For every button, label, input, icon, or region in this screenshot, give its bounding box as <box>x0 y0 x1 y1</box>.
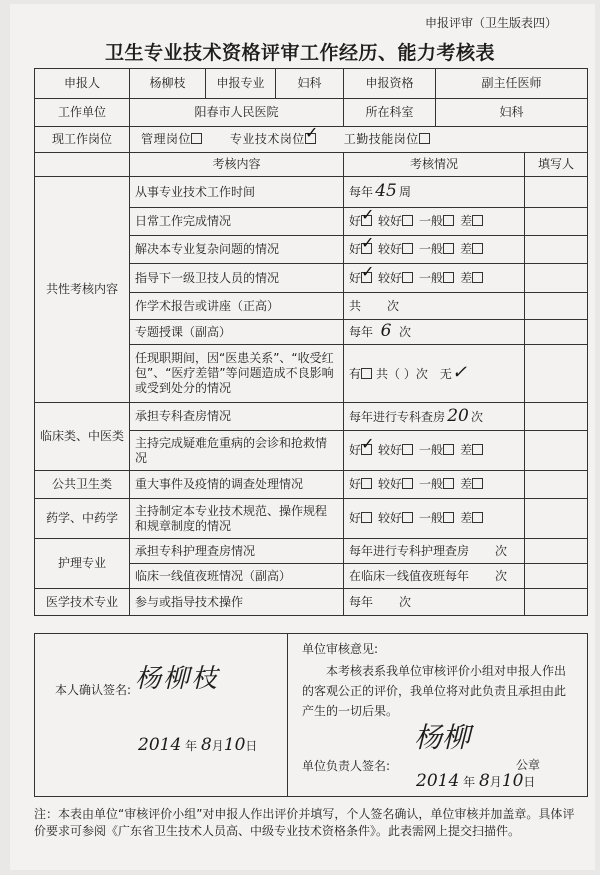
qualification-value[interactable]: 副主任医师 <box>436 69 588 99</box>
grade-normal-checkbox[interactable] <box>443 215 454 226</box>
filler-cell[interactable] <box>525 403 588 431</box>
post-options <box>130 127 588 153</box>
grade-better-checkbox[interactable] <box>402 478 413 489</box>
self-confirm-cell <box>35 634 288 797</box>
grade-better-label: 较好 <box>378 511 403 525</box>
grade-good-label: 好 <box>349 270 362 285</box>
assessment-item: 参与或指导技术操作 <box>130 589 344 616</box>
filler-cell[interactable] <box>525 345 588 403</box>
assessment-item: 临床一线值夜班情况（副高） <box>130 564 344 589</box>
filler-cell[interactable] <box>525 236 588 264</box>
assessment-status[interactable] <box>344 589 525 616</box>
grade-normal-label: 一般 <box>419 242 444 256</box>
grade-poor-checkbox[interactable] <box>472 215 483 226</box>
status-suffix: 周 <box>399 185 412 199</box>
grade-poor-checkbox[interactable] <box>472 243 483 254</box>
handwritten-count[interactable]: 20 <box>447 405 469 426</box>
assessment-row <box>35 499 588 539</box>
filler-cell[interactable] <box>525 264 588 293</box>
page-title: 卫生专业技术资格评审工作经历、能力考核表 <box>104 42 495 64</box>
handwritten-count[interactable]: 45 <box>375 181 397 201</box>
qualification-label: 申报资格 <box>344 69 436 99</box>
grade-poor-label: 差 <box>460 242 473 256</box>
group-label: 公共卫生类 <box>35 471 130 499</box>
assessment-row <box>35 177 588 208</box>
self-signature[interactable]: 杨柳枝 <box>135 664 220 694</box>
grade-normal-checkbox[interactable] <box>443 444 454 455</box>
filler-cell[interactable] <box>525 499 588 539</box>
status-prefix: 每年 <box>349 185 374 199</box>
signoff-table <box>34 633 588 797</box>
status-suffix: 次 <box>399 594 412 609</box>
post-option-technical[interactable]: 专业技术岗位✓ <box>230 132 318 146</box>
filler-cell[interactable] <box>525 564 588 589</box>
grade-good-checkbox[interactable] <box>361 512 372 523</box>
grade-better-checkbox[interactable] <box>402 215 413 226</box>
assessment-table <box>34 68 588 616</box>
assessment-item: 主持制定本专业技术规范、操作规程和规章制度的情况 <box>130 499 344 539</box>
self-date[interactable]: 2014 年 8月10日 <box>138 735 258 755</box>
specialty-value[interactable]: 妇科 <box>276 69 344 99</box>
assessment-item: 任现职期间，因“医患关系”、“收受红包”、“医疗差错”等问题造成不良影响或受到处分的情况 <box>130 345 344 403</box>
dept-value[interactable]: 妇科 <box>436 99 588 127</box>
grade-good-checkbox[interactable] <box>361 215 372 226</box>
group-label: 药学、中药学 <box>35 499 130 539</box>
assessment-status[interactable] <box>344 539 525 564</box>
grade-poor-label: 差 <box>460 214 473 228</box>
checkbox-yes[interactable] <box>361 368 372 379</box>
grade-poor-label: 差 <box>460 511 473 525</box>
incident-no: 无 <box>439 367 452 381</box>
status-prefix: 每年进行专科护理查房 <box>349 543 470 558</box>
grade-poor-label: 差 <box>460 477 473 491</box>
status-suffix: 次 <box>387 298 400 313</box>
grade-better-label: 较好 <box>378 214 403 228</box>
filler-cell[interactable] <box>525 177 588 208</box>
assessment-item: 日常工作完成情况 <box>130 208 344 236</box>
grade-normal-label: 一般 <box>419 443 444 457</box>
checkbox-technical[interactable] <box>305 133 316 144</box>
form-tag: 申报评审（卫生版表四） <box>425 16 558 30</box>
grade-better-label: 较好 <box>378 477 403 491</box>
assessment-item: 从事专业技术工作时间 <box>130 177 344 208</box>
grade-good-label: 好 <box>349 443 362 457</box>
grade-poor-checkbox[interactable] <box>472 478 483 489</box>
filler-cell[interactable] <box>525 471 588 499</box>
grade-better-checkbox[interactable] <box>402 243 413 254</box>
grade-poor-label: 差 <box>460 443 473 457</box>
post-label: 现工作岗位 <box>35 127 130 153</box>
grade-poor-checkbox[interactable] <box>472 272 483 283</box>
group-label: 医学技术专业 <box>35 589 130 616</box>
status-suffix: 次 <box>471 409 484 424</box>
status-prefix: 在临床一线值夜班每年 <box>349 568 470 583</box>
post-option-management[interactable]: 管理岗位 <box>141 132 204 146</box>
status-prefix: 每年 <box>349 594 374 609</box>
seal-label: 公章 <box>516 758 541 772</box>
assessment-status[interactable] <box>344 208 525 236</box>
status-prefix: 共 <box>349 298 362 313</box>
assessment-status[interactable] <box>344 177 525 208</box>
grade-poor-label: 差 <box>460 270 473 285</box>
grade-normal-checkbox[interactable] <box>443 512 454 523</box>
assessment-status[interactable] <box>344 471 525 499</box>
grade-good-checkbox[interactable] <box>361 272 372 283</box>
unit-signature[interactable]: 杨柳 <box>414 721 471 754</box>
assessment-status[interactable] <box>344 499 525 539</box>
grade-better-checkbox[interactable] <box>402 272 413 283</box>
assessment-item: 重大事件及疫情的调查处理情况 <box>130 471 344 499</box>
assessment-status[interactable] <box>344 293 525 320</box>
unit-sign-label: 单位负责人签名: <box>302 759 391 773</box>
filler-cell[interactable] <box>525 208 588 236</box>
assessment-item: 指导下一级卫技人员的情况 <box>130 264 344 293</box>
assessment-status[interactable] <box>344 345 525 403</box>
name-label: 申报人 <box>35 69 130 99</box>
header-status: 考核情况 <box>344 153 525 177</box>
assessment-status[interactable] <box>344 403 525 431</box>
grade-normal-label: 一般 <box>419 477 444 491</box>
assessment-status[interactable] <box>344 564 525 589</box>
grade-better-label: 较好 <box>378 443 403 457</box>
group-label: 共性考核内容 <box>35 177 130 403</box>
status-prefix: 每年 <box>349 325 374 339</box>
employer-value[interactable]: 阳春市人民医院 <box>130 99 344 127</box>
status-suffix: 次 <box>495 568 508 583</box>
header-filler: 填写人 <box>525 153 588 177</box>
filler-cell[interactable] <box>525 431 588 471</box>
post-option-service[interactable]: 工勤技能岗位 <box>344 132 432 146</box>
grade-good-checkbox[interactable] <box>361 243 372 254</box>
group-label: 护理专业 <box>35 539 130 589</box>
header-blank <box>35 153 130 177</box>
grade-better-checkbox[interactable] <box>402 512 413 523</box>
self-sign-label: 本人确认签名: <box>55 683 132 697</box>
dept-label: 所在科室 <box>344 99 436 127</box>
grade-good-label: 好 <box>349 477 362 491</box>
filler-cell[interactable] <box>525 320 588 345</box>
unit-date[interactable]: 2014 年 8月10日 <box>416 771 536 791</box>
grade-better-label: 较好 <box>378 242 403 256</box>
grade-normal-checkbox[interactable] <box>443 478 454 489</box>
grade-normal-label: 一般 <box>419 270 444 285</box>
filler-cell[interactable] <box>525 293 588 320</box>
specialty-label: 申报专业 <box>206 69 276 99</box>
status-suffix: 次 <box>495 543 508 558</box>
incident-yes: 有 <box>349 367 362 381</box>
unit-review-text: 本考核表系我单位审核评价小组对申报人作出的客观公正的评价，我单位将对此负责且承担由此产生的一切后果。 <box>302 664 567 718</box>
unit-review-title: 单位审核意见: <box>302 642 379 656</box>
assessment-item: 作学术报告或讲座（正高） <box>130 293 344 320</box>
assessment-status[interactable] <box>344 320 525 345</box>
grade-poor-checkbox[interactable] <box>472 512 483 523</box>
assessment-row <box>35 471 588 499</box>
name-value[interactable]: 杨柳枝 <box>130 69 206 99</box>
incident-no-mark[interactable]: ✓ <box>451 362 467 383</box>
employer-label: 工作单位 <box>35 99 130 127</box>
filler-cell[interactable] <box>525 589 588 616</box>
checkbox-management[interactable] <box>191 133 202 144</box>
assessment-status[interactable] <box>344 236 525 264</box>
assessment-row <box>35 589 588 616</box>
grade-good-checkbox[interactable] <box>361 478 372 489</box>
unit-review-cell <box>288 634 588 797</box>
assessment-status[interactable] <box>344 264 525 293</box>
incident-total: 共（ ）次 <box>376 367 428 381</box>
grade-better-checkbox[interactable] <box>402 444 413 455</box>
grade-normal-label: 一般 <box>419 511 444 525</box>
footnote: 注：本表由单位“审核评价小组”对申报人作出评价并填写，个人签名确认，单位审核并加盖章。具体评价要求可参阅《广东省卫生技术人员高、中级专业技术资格条件》。此表需网上提交扫描件。 <box>34 807 575 838</box>
assessment-status[interactable] <box>344 431 525 471</box>
handwritten-count[interactable]: 6 <box>380 321 392 341</box>
grade-good-label: 好 <box>349 242 362 256</box>
assessment-item: 专题授课（副高） <box>130 320 344 345</box>
grade-good-label: 好 <box>349 214 362 228</box>
assessment-item: 承担专科查房情况 <box>130 403 344 431</box>
assessment-row <box>35 539 588 564</box>
status-prefix: 每年进行专科查房 <box>349 409 446 424</box>
group-label: 临床类、中医类 <box>35 403 130 471</box>
assessment-item: 解决本专业复杂问题的情况 <box>130 236 344 264</box>
grade-normal-checkbox[interactable] <box>443 272 454 283</box>
grade-better-label: 较好 <box>378 270 403 285</box>
assessment-row <box>35 403 588 431</box>
checkbox-service[interactable] <box>419 133 430 144</box>
grade-good-checkbox[interactable] <box>361 444 372 455</box>
grade-normal-label: 一般 <box>419 214 444 228</box>
grade-good-label: 好 <box>349 511 362 525</box>
status-suffix: 次 <box>399 325 412 339</box>
assessment-item: 主持完成疑难危重病的会诊和抢救情况 <box>130 431 344 471</box>
grade-poor-checkbox[interactable] <box>472 444 483 455</box>
grade-normal-checkbox[interactable] <box>443 243 454 254</box>
header-content: 考核内容 <box>130 153 344 177</box>
filler-cell[interactable] <box>525 539 588 564</box>
assessment-item: 承担专科护理查房情况 <box>130 539 344 564</box>
